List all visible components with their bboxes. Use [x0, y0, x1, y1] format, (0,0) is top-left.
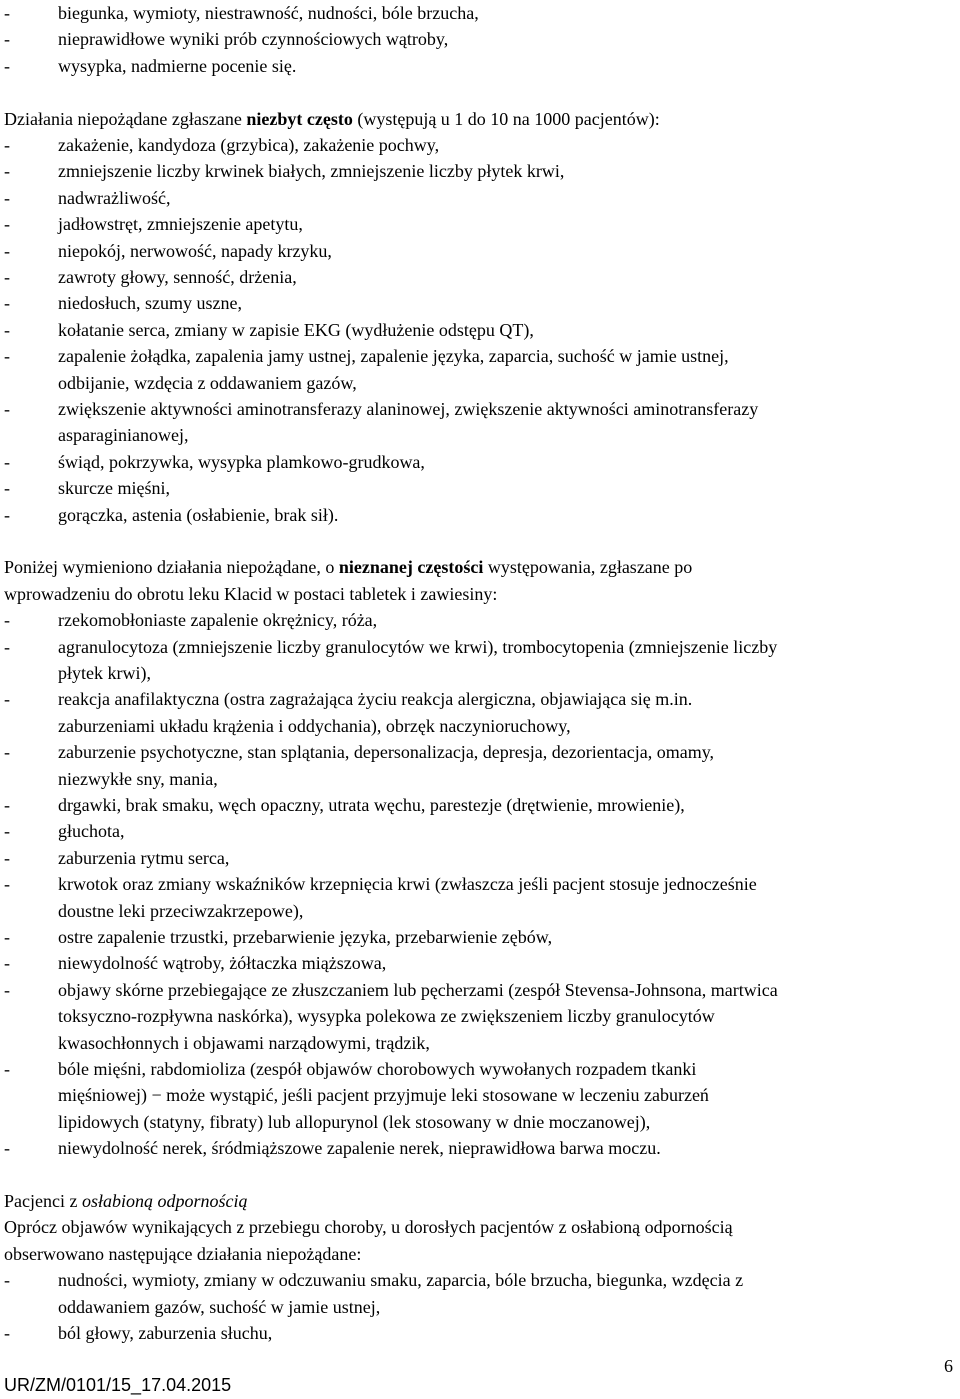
list-item-text: doustne leki przeciwzakrzepowe),: [58, 900, 304, 921]
list-dash: -: [4, 478, 10, 499]
list-item-text: niewydolność nerek, śródmiąższowe zapalenie nerek, nieprawidłowa barwa moczu.: [58, 1138, 661, 1159]
document-footer-code: UR/ZM/0101/15_17.04.2015: [4, 1375, 232, 1395]
list-dash: -: [4, 55, 10, 76]
list-item-text: zmniejszenie liczby krwinek białych, zmniejszenie liczby płytek krwi,: [58, 161, 565, 182]
section-intro-text: [4, 1214, 733, 1240]
list-item-text: agranulocytoza (zmniejszenie liczby granulocytów we krwi), trombocytopenia (zmniejszenie liczby: [58, 636, 778, 657]
list-item-text: zaburzeniami układu krążenia i oddychania), obrzęk naczynioruchowy,: [58, 715, 571, 736]
list-item-text: zakażenie, kandydoza (grzybica), zakażenie pochwy,: [58, 135, 440, 155]
list-item-text: ból głowy, zaburzenia słuchu,: [58, 1323, 273, 1343]
list-dash: -: [4, 293, 10, 314]
section-intro-text: [4, 106, 660, 132]
list-item-text: skurcze mięśni,: [58, 478, 170, 499]
list-item-text: niepokój, nerwowość, napady krzyku,: [58, 240, 332, 261]
list-item-text: toksyczno-rozpływna naskórka), wysypka polekowa ze zwiększeniem liczby granulocytów: [58, 1006, 715, 1027]
list-item-text: zapalenie żołądka, zapalenia jamy ustnej, zapalenie języka, zaparcia, suchość w jamie ustnej,: [58, 346, 729, 367]
list-item-text: zaburzenia rytmu serca,: [58, 847, 230, 868]
list-dash: -: [4, 979, 10, 1000]
intro-text: Poniżej wymieniono działania niepożądane, o: [4, 557, 339, 578]
list-item-text: kwasochłonnych i objawami narządowymi, trądzik,: [58, 1032, 430, 1053]
list-item-text: zawroty głowy, senność, drżenia,: [58, 267, 297, 287]
list-dash: -: [4, 1059, 10, 1079]
intro-text: wprowadzeniu do obrotu leku Klacid w postaci tabletek i zawiesiny:: [4, 583, 498, 604]
list-dash: -: [4, 927, 10, 947]
list-item-text: zaburzenie psychotyczne, stan splątania, depersonalizacja, depresja, dezorientacja, omamy,: [58, 742, 715, 763]
list-dash: -: [4, 161, 10, 182]
list-dash: -: [4, 1138, 10, 1159]
list-item-text: niedosłuch, szumy uszne,: [58, 293, 242, 314]
list-item-text: odbijanie, wzdęcia z oddawaniem gazów,: [58, 372, 357, 393]
list-dash: -: [4, 636, 10, 657]
frequency-label: nieznanej częstości: [338, 557, 484, 578]
list-dash: -: [4, 689, 10, 710]
list-item-text: krwotok oraz zmiany wskaźników krzepnięcia krwi (zwłaszcza jeśli pacjent stosuje jednocześnie: [58, 874, 757, 895]
intro-text: obserwowano następujące działania niepożądane:: [4, 1243, 362, 1264]
list-dash: -: [4, 3, 10, 23]
list-dash: -: [4, 451, 10, 472]
list-item-text: oddawaniem gazów, suchość w jamie ustnej,: [58, 1296, 381, 1317]
list-item-text: mięśniowej) − może wystąpić, jeśli pacjent przyjmuje leki stosowane w leczeniu zaburzeń: [58, 1085, 709, 1106]
section-intro-text: [4, 581, 497, 607]
list-item-text: ostre zapalenie trzustki, przebarwienie języka, przebarwienie zębów,: [58, 927, 553, 947]
list-dash: -: [4, 742, 10, 763]
list-dash: -: [4, 504, 10, 525]
list-dash: -: [4, 953, 10, 974]
list-item-text: biegunka, wymioty, niestrawność, nudności, bóle brzucha,: [58, 3, 479, 23]
list-item-text: płytek krwi),: [58, 663, 151, 683]
list-dash: -: [4, 187, 10, 208]
list-item-text: zwiększenie aktywności aminotransferazy alaninowej, zwiększenie aktywności aminotransferazy: [58, 399, 759, 419]
list-item-text: niewydolność wątroby, żółtaczka miąższowa,: [58, 953, 387, 974]
list-item-text: drgawki, brak smaku, węch opaczny, utrata węchu, parestezje (drętwienie, mrowienie),: [58, 795, 685, 815]
list-dash: -: [4, 319, 10, 340]
section-intro-text: [4, 1241, 361, 1267]
list-dash: -: [4, 29, 10, 50]
heading-emphasis: osłabioną odpornością: [81, 1191, 248, 1211]
list-item-text: nieprawidłowe wyniki prób czynnościowych wątroby,: [58, 29, 449, 50]
intro-text: występowania, zgłaszane po: [483, 557, 693, 578]
frequency-label: niezbyt często: [246, 108, 353, 129]
list-item-text: głuchota,: [58, 821, 125, 842]
list-dash: -: [4, 240, 10, 261]
list-item-text: objawy skórne przebiegające ze złuszczaniem lub pęcherzami (zespół Stevensa-Johnsona, martwica: [58, 979, 778, 1000]
list-item-text: gorączka, astenia (osłabienie, brak sił).: [58, 504, 339, 525]
list-dash: -: [4, 795, 10, 815]
list-dash: -: [4, 874, 10, 895]
list-item-text: nudności, wymioty, zmiany w odczuwaniu smaku, zaparcia, bóle brzucha, biegunka, wzdęcia z: [58, 1270, 744, 1291]
list-item-text: wysypka, nadmierne pocenie się.: [58, 55, 297, 76]
intro-text: (występują u 1 do 10 na 1000 pacjentów):: [352, 108, 660, 129]
list-dash: -: [4, 214, 10, 235]
section-intro-text: [4, 554, 692, 580]
list-item-text: nadwrażliwość,: [58, 187, 171, 208]
intro-text: Oprócz objawów wynikających z przebiegu choroby, u dorosłych pacjentów z osłabioną odpornością: [4, 1217, 733, 1238]
list-dash: -: [4, 135, 10, 155]
section-heading-text: [4, 1188, 247, 1214]
page-number: 6: [944, 1356, 953, 1376]
list-dash: -: [4, 399, 10, 419]
list-item-text: niezwykłe sny, mania,: [58, 768, 218, 789]
heading-text: Pacjenci z: [4, 1191, 82, 1211]
list-dash: -: [4, 267, 10, 287]
list-item-text: lipidowych (statyny, fibraty) lub allopurynol (lek stosowany w dnie moczanowej),: [58, 1111, 651, 1132]
list-dash: -: [4, 821, 10, 842]
intro-text: Działania niepożądane zgłaszane: [4, 108, 247, 129]
list-dash: -: [4, 1323, 10, 1343]
list-dash: -: [4, 1270, 10, 1291]
list-dash: -: [4, 610, 10, 631]
list-dash: -: [4, 346, 10, 367]
list-item-text: świąd, pokrzywka, wysypka plamkowo-grudkowa,: [58, 451, 425, 472]
list-item-text: kołatanie serca, zmiany w zapisie EKG (wydłużenie odstępu QT),: [58, 319, 534, 340]
list-item-text: asparaginianowej,: [58, 425, 189, 446]
list-item-text: reakcja anafilaktyczna (ostra zagrażająca życiu reakcja alergiczna, objawiająca się m.in.: [58, 689, 693, 710]
list-item-text: bóle mięśni, rabdomioliza (zespół objawów chorobowych wywołanych rozpadem tkanki: [58, 1059, 697, 1079]
list-item-text: rzekomobłoniaste zapalenie okrężnicy, róża,: [58, 610, 378, 631]
list-item-text: jadłowstręt, zmniejszenie apetytu,: [58, 214, 303, 235]
list-dash: -: [4, 847, 10, 868]
